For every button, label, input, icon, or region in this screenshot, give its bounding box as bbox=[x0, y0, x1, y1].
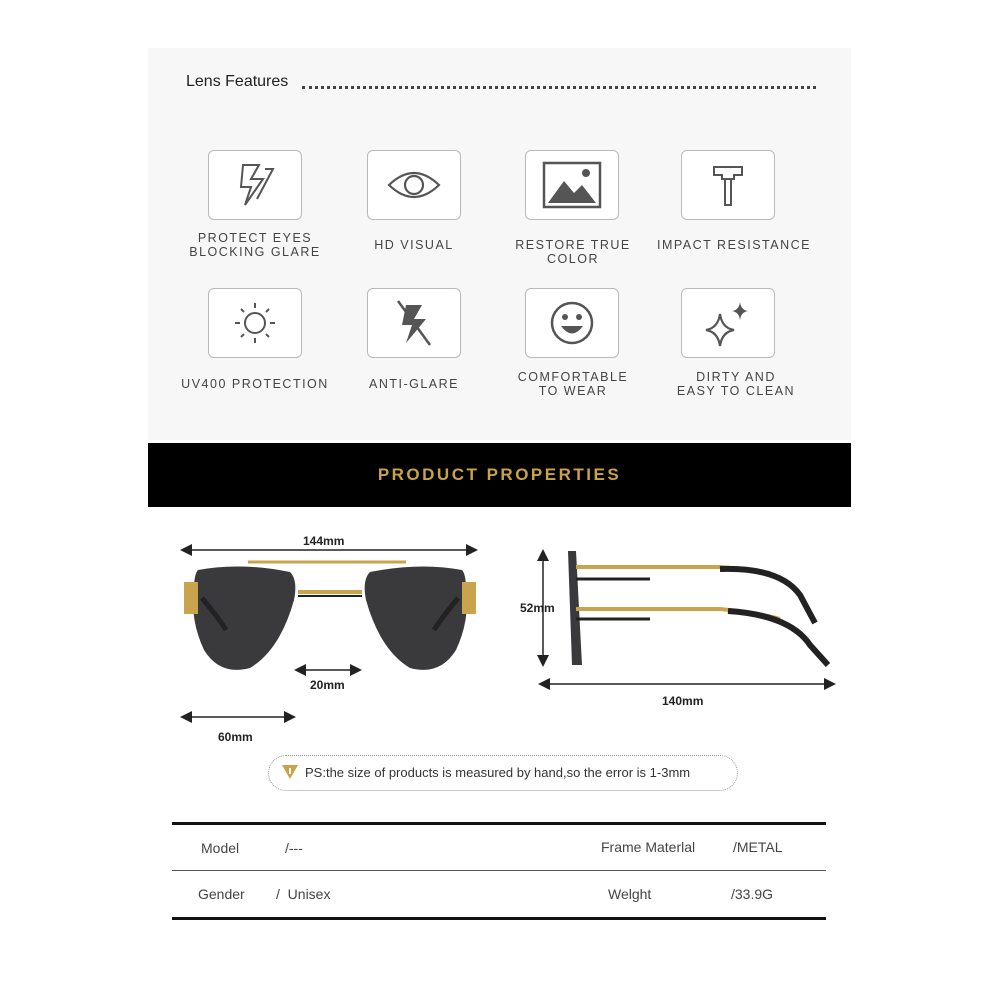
feature-label-anti-glare bbox=[329, 377, 499, 391]
eye-icon bbox=[386, 165, 442, 205]
spec-gender-value: / Unisex bbox=[276, 886, 331, 902]
feature-label-line1: PROTECT EYES bbox=[197, 231, 313, 245]
bridge-width-label: 20mm bbox=[310, 678, 345, 692]
feature-label-line2: EASY TO CLEAN bbox=[676, 384, 796, 398]
lens-width-label: 60mm bbox=[218, 730, 253, 744]
feature-label-restore-color bbox=[488, 238, 658, 266]
feature-card-uv400 bbox=[208, 288, 302, 358]
sparkle-icon bbox=[702, 298, 754, 348]
feature-label-line1: COMFORTABLE bbox=[517, 370, 629, 384]
spec-weight-label: Welght bbox=[608, 886, 652, 902]
feature-label-uv400 bbox=[170, 377, 340, 391]
table-bottom-border bbox=[172, 917, 826, 920]
warning-triangle-icon bbox=[281, 764, 299, 780]
sunglasses-side-view bbox=[530, 545, 840, 695]
banner-title: PRODUCT PROPERTIES bbox=[377, 465, 622, 484]
feature-card-hd-visual bbox=[367, 150, 461, 220]
table-row-divider bbox=[172, 870, 826, 871]
lens-features-title: Lens Features bbox=[186, 73, 289, 90]
feature-label-line1: ANTI-GLARE bbox=[368, 377, 459, 391]
smiley-icon bbox=[548, 299, 596, 347]
sunglasses-front-view bbox=[180, 540, 480, 740]
measurement-note-text: PS:the size of products is measured by hand,so the error is 1-3mm bbox=[305, 765, 691, 780]
feature-card-anti-glare bbox=[367, 288, 461, 358]
sun-icon bbox=[231, 299, 279, 347]
feature-label-line1: HD VISUAL bbox=[374, 238, 454, 252]
feature-label-impact-resistance bbox=[649, 238, 819, 252]
feature-card-impact-resistance bbox=[681, 150, 775, 220]
feature-label-line2: BLOCKING GLARE bbox=[189, 245, 321, 259]
feature-label-line1: DIRTY AND bbox=[696, 370, 776, 384]
feature-label-line1: IMPACT RESISTANCE bbox=[657, 238, 811, 252]
temple-length-label: 140mm bbox=[662, 694, 704, 708]
feature-label-protect-eyes bbox=[170, 231, 340, 259]
feature-label-line1: UV400 PROTECTION bbox=[181, 377, 329, 391]
anti-glare-icon bbox=[392, 297, 436, 349]
product-properties-banner bbox=[148, 443, 851, 507]
feature-label-line2: TO WEAR bbox=[538, 384, 608, 398]
feature-card-comfortable bbox=[525, 288, 619, 358]
spec-material-label: Frame Materlal bbox=[601, 839, 696, 855]
spec-gender-label: Gender bbox=[198, 886, 245, 902]
feature-card-easy-clean bbox=[681, 288, 775, 358]
frame-width-label: 144mm bbox=[303, 534, 345, 548]
feature-label-easy-clean bbox=[651, 370, 821, 398]
spec-material-value: /METAL bbox=[733, 839, 783, 855]
lens-height-label: 52mm bbox=[520, 601, 555, 615]
table-top-border bbox=[172, 822, 826, 825]
dotted-divider bbox=[302, 86, 816, 89]
spec-weight-value: /33.9G bbox=[731, 886, 774, 902]
spec-model-label: Model bbox=[201, 840, 240, 856]
feature-card-protect-eyes bbox=[208, 150, 302, 220]
feature-card-restore-color bbox=[525, 150, 619, 220]
feature-label-comfortable bbox=[488, 370, 658, 398]
hammer-icon bbox=[708, 161, 748, 209]
lightning-icon bbox=[229, 159, 281, 211]
spec-model-value: /--- bbox=[285, 840, 303, 856]
measurement-note bbox=[268, 755, 738, 791]
feature-label-line1: RESTORE TRUE COLOR bbox=[515, 238, 631, 266]
landscape-image-icon bbox=[542, 161, 602, 209]
feature-label-hd-visual bbox=[329, 238, 499, 252]
